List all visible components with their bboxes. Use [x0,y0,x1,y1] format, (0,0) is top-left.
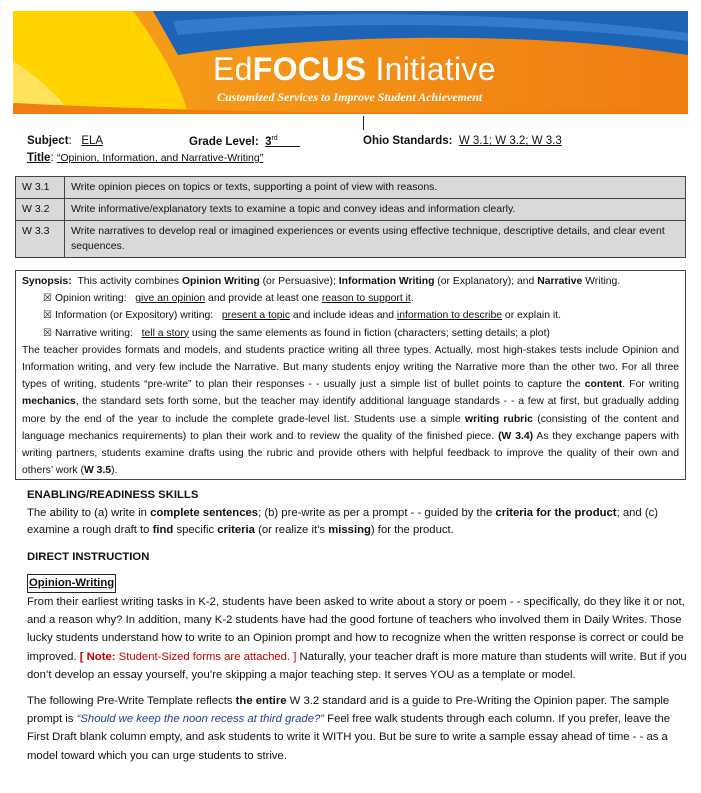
cursor-line [363,116,364,130]
table-row [16,177,686,199]
table-row [16,199,686,221]
subject-field: Subject: ELA [27,135,104,147]
pre-write-paragraph: The following Pre-Write Template reflects the entire W 3.2 standard and is a guide to Pre-Writing the Opinion paper. The sample prompt is “Should we keep the noon recess at third grade?” Feel free walk students through each column. If you prefer, leave the First Draft blank column empty, and ask students to write it WITH you. But be sure to write a sample essay ahead of time - - as a model toward which you can urge students to strive. [27,695,671,762]
standard-text: Write informative/explanatory texts to examine a topic and convey ideas and information clearly. [65,199,686,221]
enabling-section [27,487,692,540]
synopsis-intro: Synopsis: This activity combines Opinion Writing (or Persuasive); Information Writing (or Explanatory); and Narrative Writing. [22,276,621,287]
opinion-paragraph: From their earliest writing tasks in K-2, students have been asked to write about a story or poem - - specifically, do they like it or not, and a reason why? In addition, many K-2 students have had the good fortune of teachers who involved them in Daily Writes. Those lucky students understand how to write to an Opinion prompt and how to recognize when the written response is correct or could be improved. [ Note: Student-Sized forms are attached. ] Naturally, your teacher draft is more mature than students will write. But if you don’t develop an essay yourself, you’re skipping a major teaching step. It serves YOU as a template or model. [27,596,687,681]
grade-field: Grade Level: 3rd [189,135,278,148]
checked-box-icon: ☒ [43,293,52,305]
standard-code: W 3.3 [16,221,65,258]
title-field: Title: “Opinion, Information, and Narrative-Writing” [27,152,264,164]
synopsis-paragraph: The teacher provides formats and models, and students practice writing all three types. Actually, most high-stakes tests include Opinion and Information writing, and very few include the Narrative. But many students enjoy writing the Narrative more than the other two. For all three types of writing, students “pre-write” to plan their responses - - usually just a simple list of bullet points to capture the content. For writing mechanics, the standard sets forth some, but the teacher may identify additional language standards - - a few at first, but gradually adding more by the end of the year to include the complete grade-level list. Students use a simple writing rubric (consisting of the content and language mechanics requirements) to plan their work and to review the quality of the finished piece. (W 3.4) As they exchange papers with writing partners, students examine drafts using the rubric and provide others with helpful feedback to improve the quality of their own and others’ work (W 3.5). [22,344,679,477]
checked-box-icon: ☒ [43,327,52,339]
direct-instruction-section [27,549,692,765]
standard-text: Write narratives to develop real or imagined experiences or events using effective technique, descriptive details, and clear event sequences. [65,221,686,258]
ohio-standards-field: Ohio Standards: W 3.1; W 3.2; W 3.3 [363,135,562,147]
banner-tagline: Customized Services to Improve Student Achievement [217,90,483,104]
standard-code: W 3.2 [16,199,65,221]
standard-code: W 3.1 [16,177,65,199]
table-row [16,221,686,258]
banner-title: EdFOCUS Initiative [213,51,496,87]
opinion-writing-subheading: Opinion-Writing [27,574,692,594]
standard-text: Write opinion pieces on topics or texts, supporting a point of view with reasons. [65,177,686,199]
checkbox-item-information: ☒ Information (or Expository) writing: present a topic and include ideas and information to describe or explain it. [43,310,561,322]
standards-table [15,176,686,258]
checkbox-item-narrative: ☒ Narrative writing: tell a story using the same elements as found in fiction (characters; setting details; a plot) [43,327,550,339]
synopsis-box [15,270,686,480]
header-banner [13,11,688,114]
checkbox-item-opinion: ☒ Opinion writing: give an opinion and provide at least one reason to support it. [43,293,414,305]
enabling-paragraph: The ability to (a) write in complete sentences; (b) pre-write as per a prompt - - guided by the criteria for the product; and (c) examine a rough draft to find specific criteria (or realize it’s missing) for the product. [27,506,658,536]
checked-box-icon: ☒ [43,310,52,322]
direct-instruction-heading: DIRECT INSTRUCTION [27,551,150,563]
enabling-heading: ENABLING/READINESS SKILLS [27,489,199,501]
